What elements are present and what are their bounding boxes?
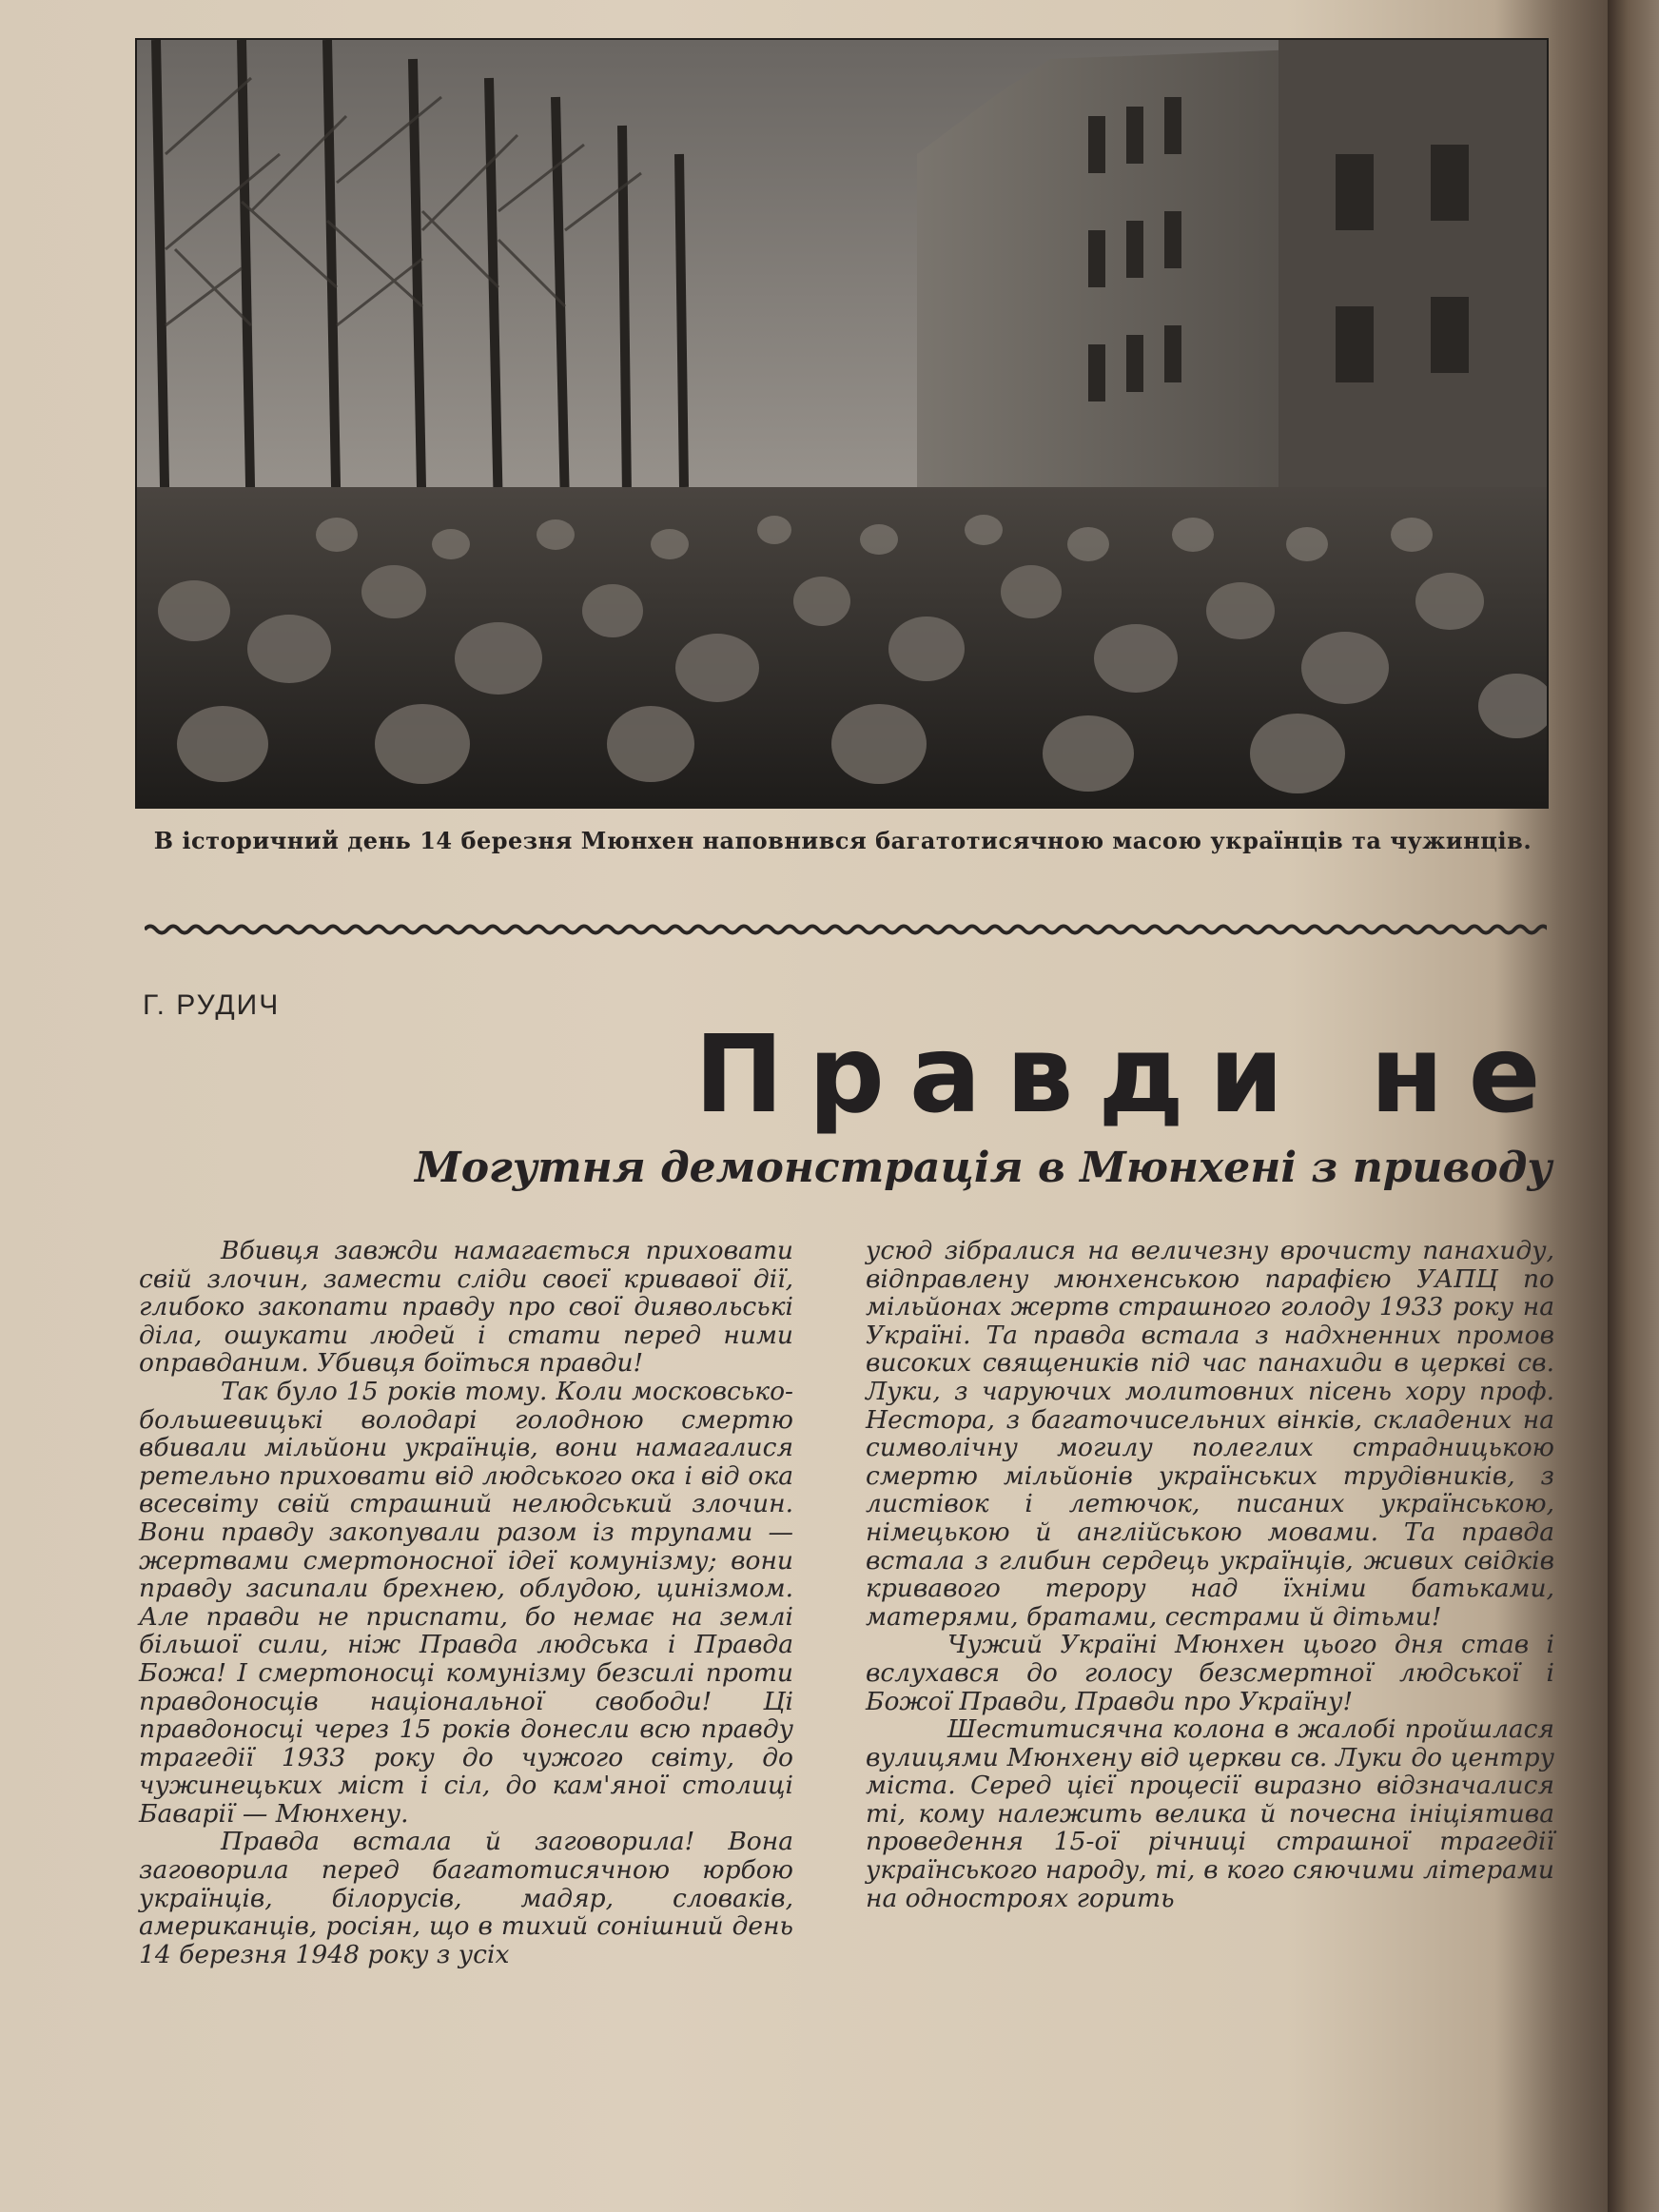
- paragraph: усюд зібралися на величезну врочисту панахиду, відправлену мюнхенською парафією УАПЦ по мільйонах жертв страшного голоду 1933 року на Україні. Та правда встала з надхненних промов високих священиків під час панахиди в церкві св. Луки, з чаруючих молитовних пісень хору проф. Нестора, з багаточисельних вінків, складених на символічну могилу полеглих страдницькою смертю мільйонів українських трудівників, з листівок і летючок, писаних українською, німецькою й англійською мовами. Та правда встала з глибин сердець українців, живих свідків кривавого терору над їхніми батьками, матерями, братами, сестрами й дітьми!: [866, 1236, 1554, 1632]
- paragraph: Шеститисячна колона в жалобі пройшлася вулицями Мюнхену від церкви св. Луки до центру міста. Серед цієї процесії виразно відзначалися ті, кому належить велика й почесна ініціятива проведення 15-ої річниці страшної трагедії українського народу, ті, в кого сяючими літерами на одностроях горить: [866, 1714, 1554, 1913]
- article-column-left: [139, 1237, 793, 1968]
- crowd-photo: [135, 38, 1549, 809]
- author-byline: Г. РУДИЧ: [143, 989, 281, 1021]
- book-spine-shadow: [1608, 0, 1659, 2212]
- photo-caption: В історичний день 14 березня Мюнхен наповнився багатотисячною масою українців та чужинців.: [153, 827, 1532, 854]
- paragraph: Так було 15 років тому. Коли московсько-большевицькі володарі голодною смертю вбивали мільйони українців, вони намагалися ретельно приховати від людського ока і від ока всесвіту свій страшний нелюдський злочин. Вони правду закопували разом із трупами — жертвами смертоносної ідеї комунізму; вони правду засипали брехнею, облудою, цинізмом. Але правди не приспати, бо немає на землі більшої сили, ніж Правда людська і Правда Божа! І смертоносці комунізму безсилі проти правдоносців національної свободи! Ці правдоносці через 15 років донесли всю правду трагедії 1933 року до чужого світу, до чужинецьких міст і сіл, до кам'яної столиці Баварії — Мюнхену.: [139, 1376, 793, 1829]
- paragraph: Вбивця завжди намагається приховати свій злочин, замести сліди своєї кривавої дії, глибоко закопати правду про свої диявольські діла, ошукати людей і стати перед ними оправданим. Убивця боїться правди!: [139, 1236, 793, 1379]
- paragraph: Правда встала й заговорила! Вона заговорила перед багатотисячною юрбою українців, білорусів, мадяр, словаків, американців, росіян, що в тихий сонішний день 14 березня 1948 року з усіх: [139, 1827, 793, 1969]
- article-headline: Правди не: [694, 1013, 1566, 1137]
- crowd-street-image: [137, 40, 1547, 807]
- article-column-right: [866, 1237, 1554, 1912]
- wavy-divider: [145, 921, 1547, 938]
- paragraph: Чужий Україні Мюнхен цього дня став і вслухався до голосу безсмертної людської і Божої Правди, Правди про Україну!: [866, 1630, 1554, 1716]
- article-subheadline: Могутня демонстрація в Мюнхені з приводу: [415, 1144, 1552, 1192]
